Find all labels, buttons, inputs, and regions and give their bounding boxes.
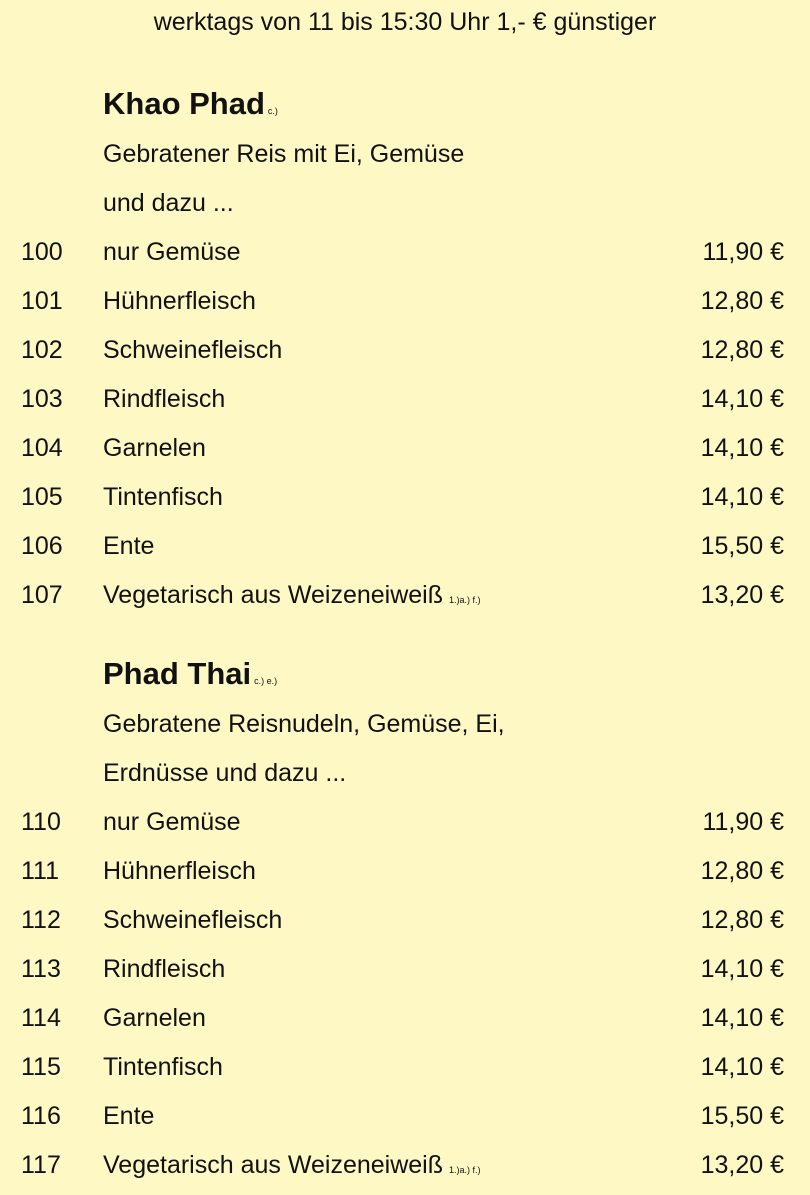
item-number: 103 [21,385,63,413]
item-name [103,994,206,1043]
item-price: 15,50 € [700,1102,784,1130]
item-name [103,571,481,625]
item-number: 106 [21,532,63,560]
section-phad-thai [0,648,810,1190]
item-name-text: Tintenfisch [103,483,223,511]
menu-item-row [0,847,810,896]
item-number: 105 [21,483,63,511]
item-number: 107 [21,581,63,609]
item-price: 12,80 € [700,336,784,364]
item-name [103,798,241,847]
section-title-text: Khao Phad [103,86,265,121]
item-name-text: Schweinefleisch [103,336,283,364]
section-description: Gebratene Reisnudeln, Gemüse, Ei, [103,710,505,738]
item-price: 14,10 € [700,434,784,462]
item-name-text: nur Gemüse [103,238,241,266]
item-number: 116 [21,1102,61,1130]
menu-item-row [0,522,810,571]
item-price: 14,10 € [700,1004,784,1032]
section-khao-phad [0,78,810,620]
section-allergen-note: c.) [267,106,278,116]
menu-item-row [0,1092,810,1141]
item-name-text: Garnelen [103,1004,206,1032]
menu-item-row [0,424,810,473]
item-name [103,522,154,571]
item-name-text: Hühnerfleisch [103,857,256,885]
item-name [103,326,282,375]
menu-item-row [0,473,810,522]
item-name [103,945,225,994]
item-price: 14,10 € [700,483,784,511]
menu-item-row [0,228,810,277]
item-price: 12,80 € [700,906,784,934]
menu-item-row [0,375,810,424]
item-price: 15,50 € [700,532,784,560]
item-number: 101 [21,287,63,315]
item-name-text: Ente [103,532,155,560]
item-allergen-note: 1.)a.) f.) [449,595,481,605]
item-name-text: Tintenfisch [103,1053,223,1081]
item-price: 14,10 € [700,385,784,413]
item-name [103,424,206,473]
item-name-text: Garnelen [103,434,206,462]
item-allergen-note: 1.)a.) f.) [449,1165,481,1175]
item-number: 115 [21,1053,61,1081]
item-number: 117 [21,1151,61,1179]
item-number: 100 [21,238,63,266]
item-name [103,1043,223,1092]
section-title [0,78,810,130]
item-name-text: Rindfleisch [103,955,226,983]
menu-item-row [0,798,810,847]
item-name-text: Vegetarisch aus Weizeneiweiß [103,1151,443,1179]
section-title [0,648,810,700]
menu-item-row [0,945,810,994]
item-number: 114 [21,1004,61,1032]
section-allergen-note: c.) e.) [254,676,278,686]
item-name [103,1092,154,1141]
menu-item-list [0,228,810,620]
item-name [103,228,241,277]
item-price: 11,90 € [702,808,784,836]
section-title-text: Phad Thai [103,656,252,691]
section-description: und dazu ... [103,189,234,217]
section-description: Gebratener Reis mit Ei, Gemüse [103,140,465,168]
section-description: Erdnüsse und dazu ... [103,759,347,787]
menu-item-row [0,1043,810,1092]
item-price: 14,10 € [700,955,784,983]
item-price: 13,20 € [700,581,784,609]
item-price: 13,20 € [700,1151,784,1179]
item-name-text: Hühnerfleisch [103,287,256,315]
item-name [103,1141,481,1195]
item-name [103,473,223,522]
menu-item-row [0,994,810,1043]
item-price: 11,90 € [702,238,784,266]
item-price: 12,80 € [700,287,784,315]
item-number: 110 [21,808,61,836]
item-number: 102 [21,336,63,364]
lunch-discount-notice: werktags von 11 bis 15:30 Uhr 1,- € günstiger [153,8,657,36]
menu-item-row [0,326,810,375]
item-number: 104 [21,434,63,462]
menu-item-list [0,798,810,1190]
item-name-text: Rindfleisch [103,385,226,413]
item-name-text: Ente [103,1102,155,1130]
item-name [103,847,256,896]
item-price: 12,80 € [700,857,784,885]
item-name [103,375,225,424]
menu-item-row [0,1141,810,1190]
item-price: 14,10 € [700,1053,784,1081]
item-name [103,896,282,945]
menu-item-row [0,277,810,326]
item-number: 112 [21,906,61,934]
item-name-text: Schweinefleisch [103,906,283,934]
item-name-text: nur Gemüse [103,808,241,836]
menu-item-row [0,571,810,620]
item-name [103,277,256,326]
item-number: 111 [21,857,60,885]
item-number: 113 [21,955,61,983]
menu-item-row [0,896,810,945]
item-name-text: Vegetarisch aus Weizeneiweiß [103,581,443,609]
